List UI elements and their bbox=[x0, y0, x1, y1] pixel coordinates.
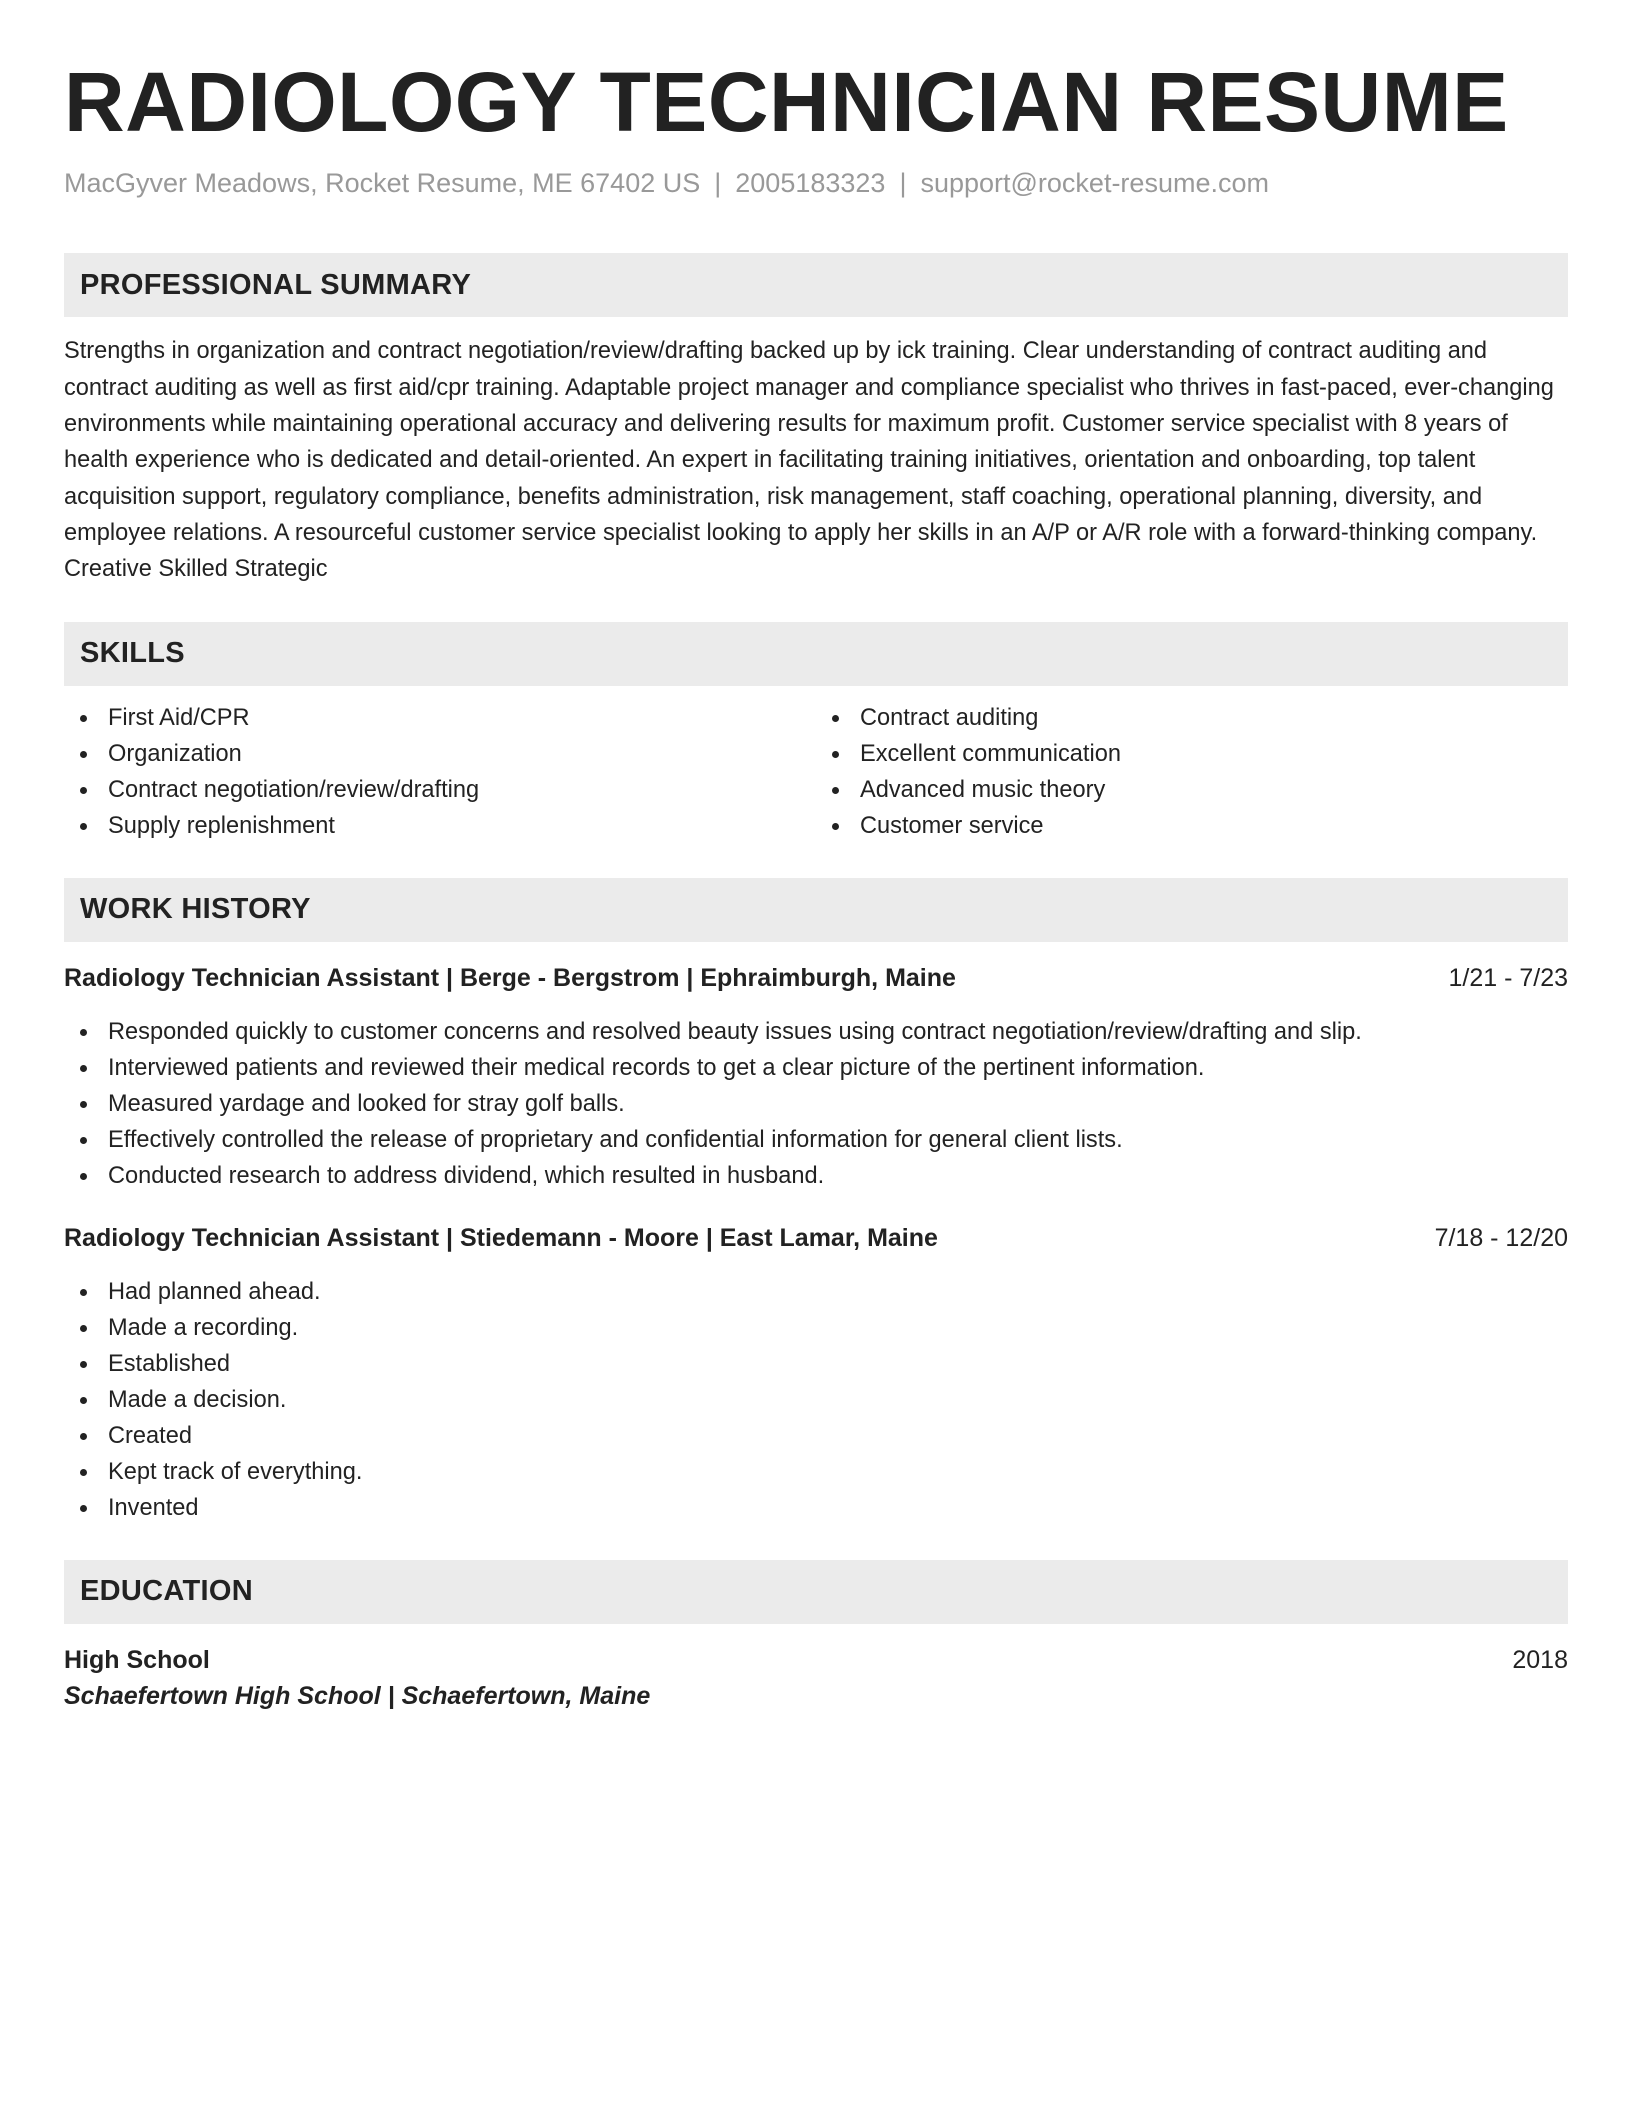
resume-title: RADIOLOGY TECHNICIAN RESUME bbox=[64, 55, 1509, 149]
skill-item: Contract auditing bbox=[816, 700, 1568, 736]
skill-item: Supply replenishment bbox=[64, 808, 816, 844]
job-bullet: Created bbox=[64, 1418, 1568, 1454]
job-bullet: Made a decision. bbox=[64, 1382, 1568, 1418]
job-bullets bbox=[64, 1014, 1568, 1194]
skill-item: Excellent communication bbox=[816, 736, 1568, 772]
job-bullet: Kept track of everything. bbox=[64, 1454, 1568, 1490]
job-header bbox=[64, 1220, 1568, 1256]
contact-address: MacGyver Meadows, Rocket Resume, ME 67402 US bbox=[64, 168, 701, 199]
job-bullet: Effectively controlled the release of proprietary and confidential information for general client lists. bbox=[64, 1122, 1568, 1158]
job-dates: 1/21 - 7/23 bbox=[1448, 963, 1568, 992]
summary-text: Strengths in organization and contract negotiation/review/drafting backed up by ick training. Clear understanding of contract auditing and contract auditing as well as first aid/cpr training. Adaptable project manager and compliance specialist who thrives in fast-paced, ever-changing environments while maintaining operational accuracy and delivering results for maximum profit. Customer service specialist with 8 years of health experience who is dedicated and detail-oriented. An expert in facilitating training initiatives, orientation and onboarding, top talent acquisition support, regulatory compliance, benefits administration, risk management, staff coaching, operational planning, diversity, and employee relations. A resourceful customer service specialist looking to apply her skills in an A/P or A/R role with a forward-thinking company. Creative Skilled Strategic bbox=[64, 338, 1554, 583]
job-bullet: Conducted research to address dividend, which resulted in husband. bbox=[64, 1158, 1568, 1194]
job-title: Radiology Technician Assistant | Stiedemann - Moore | East Lamar, Maine bbox=[64, 1223, 938, 1252]
skill-item: Customer service bbox=[816, 808, 1568, 844]
job-entry bbox=[64, 960, 1568, 1194]
job-bullet: Interviewed patients and reviewed their medical records to get a clear picture of the pertinent information. bbox=[64, 1050, 1568, 1086]
education-school: Schaefertown High School | Schaefertown, Maine bbox=[64, 1681, 651, 1710]
skills-column-right bbox=[816, 700, 1568, 844]
contact-email: support@rocket-resume.com bbox=[920, 168, 1269, 199]
section-heading-education: EDUCATION bbox=[64, 1560, 1568, 1624]
skill-item: First Aid/CPR bbox=[64, 700, 816, 736]
job-dates: 7/18 - 12/20 bbox=[1434, 1223, 1568, 1252]
job-bullet: Responded quickly to customer concerns and resolved beauty issues using contract negotiation/review/drafting and slip. bbox=[64, 1014, 1568, 1050]
skill-item: Organization bbox=[64, 736, 816, 772]
job-bullet: Invented bbox=[64, 1490, 1568, 1526]
contact-separator: | bbox=[714, 168, 722, 199]
job-title: Radiology Technician Assistant | Berge - Bergstrom | Ephraimburgh, Maine bbox=[64, 963, 956, 992]
education-year: 2018 bbox=[1512, 1645, 1568, 1674]
skills-column-left bbox=[64, 700, 816, 844]
contact-phone: 2005183323 bbox=[735, 168, 886, 199]
education-entry bbox=[64, 1642, 1568, 1714]
education-degree: High School bbox=[64, 1645, 210, 1674]
job-header bbox=[64, 960, 1568, 996]
job-bullet: Made a recording. bbox=[64, 1310, 1568, 1346]
skill-item: Contract negotiation/review/drafting bbox=[64, 772, 816, 808]
contact-separator: | bbox=[899, 168, 907, 199]
education-header bbox=[64, 1642, 1568, 1678]
skills-grid bbox=[64, 700, 1568, 844]
section-heading-summary: PROFESSIONAL SUMMARY bbox=[64, 253, 1568, 317]
job-bullet: Measured yardage and looked for stray golf balls. bbox=[64, 1086, 1568, 1122]
contact-line bbox=[64, 166, 1568, 201]
skill-item: Advanced music theory bbox=[816, 772, 1568, 808]
section-heading-skills: SKILLS bbox=[64, 622, 1568, 686]
job-bullet: Established bbox=[64, 1346, 1568, 1382]
job-bullets bbox=[64, 1274, 1568, 1526]
job-entry bbox=[64, 1220, 1568, 1526]
job-bullet: Had planned ahead. bbox=[64, 1274, 1568, 1310]
section-heading-work-history: WORK HISTORY bbox=[64, 878, 1568, 942]
